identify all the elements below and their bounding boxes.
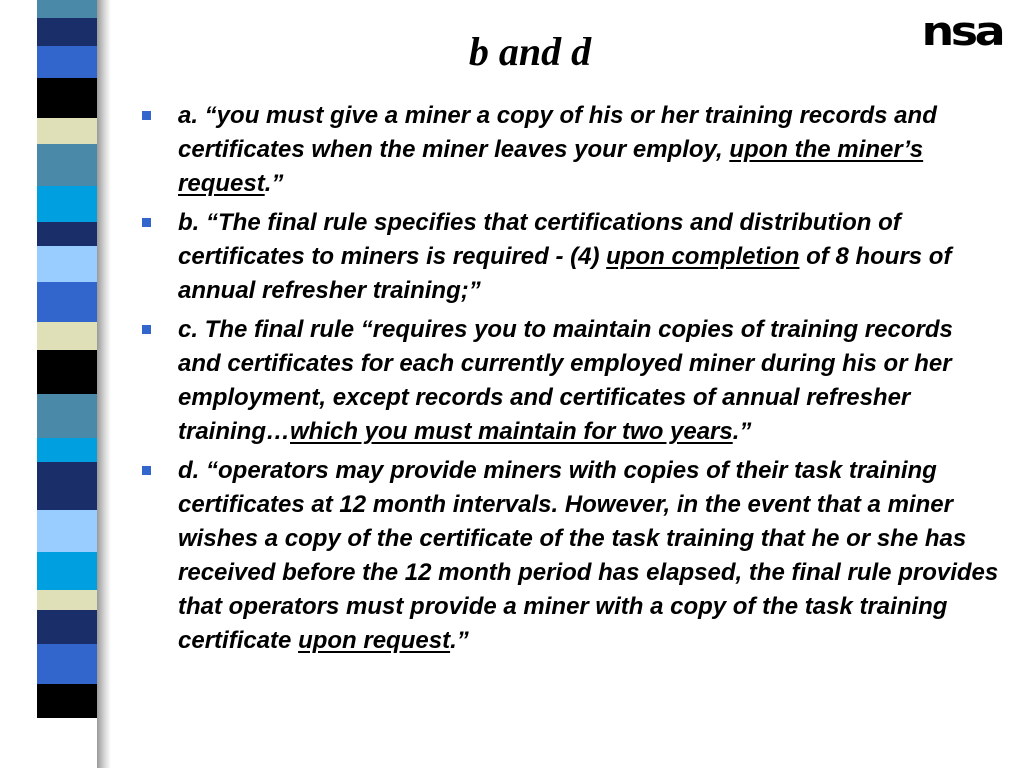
square-bullet-icon (142, 218, 151, 227)
stripe-segment (37, 394, 97, 438)
bullet-underlined-text: upon request (298, 627, 451, 654)
bullet-underlined-text: upon completion (606, 243, 800, 270)
square-bullet-icon (142, 111, 151, 120)
bullet-text: c. The final rule “requires you to maintain copies of training records and certificates for each currently employed miner during his or her employment, except records and certificates of annual refresher training… (178, 316, 953, 445)
stripe-segment (37, 222, 97, 246)
bullet-underlined-text: upon the miner’s request (178, 136, 924, 197)
stripe-segment (37, 282, 97, 322)
nsa-logo: nsa (921, 9, 1002, 55)
stripe-segment (37, 78, 97, 118)
bullet-text: a. “you must give a miner a copy of his or her training records and certificates when the miner leaves your employ, (178, 102, 937, 163)
bullet-underlined-text: which you must maintain for two years (290, 418, 733, 445)
bullet-item-d (140, 454, 1000, 658)
bullet-text: d. “operators may provide miners with copies of their task training certificates at 12 month intervals. However, in the event that a miner wishes a copy of the certificate of the task training that he or she has received before the 12 month period has elapsed, the final rule provides that operators must provide a miner with a copy of the task training certificate (178, 457, 999, 654)
bullet-item-b (140, 206, 1000, 308)
stripe-segment (37, 684, 97, 718)
stripe-segment (37, 46, 97, 78)
stripe-segment (37, 510, 97, 552)
bullet-list (140, 99, 1000, 663)
bullet-text-end: .” (264, 170, 284, 197)
stripe-segment (37, 144, 97, 186)
bullet-item-a (140, 99, 1000, 201)
stripe-segment (37, 186, 97, 222)
stripe-segment (37, 0, 97, 18)
bullet-text-end: .” (450, 627, 469, 654)
bullet-item-c (140, 313, 1000, 449)
stripe-segment (37, 18, 97, 46)
stripe-segment (37, 552, 97, 590)
stripe-segment (37, 438, 97, 462)
decorative-stripe-bar (37, 0, 97, 768)
stripe-segment (37, 322, 97, 350)
stripe-segment (37, 644, 97, 684)
square-bullet-icon (142, 466, 151, 475)
stripe-segment (37, 350, 97, 394)
stripe-segment (37, 246, 97, 282)
stripe-segment (37, 462, 97, 510)
stripe-segment (37, 118, 97, 144)
bullet-text-end: .” (732, 418, 752, 445)
slide-title: b and d (468, 29, 592, 74)
bullet-text-end: of 8 hours of annual refresher training;” (178, 243, 952, 304)
bullet-text: b. “The final rule specifies that certifications and distribution of certificates to miners is required - (4) (178, 209, 901, 270)
square-bullet-icon (142, 325, 151, 334)
stripe-segment (37, 590, 97, 610)
stripe-bar-shadow (97, 0, 111, 768)
stripe-segment (37, 610, 97, 644)
